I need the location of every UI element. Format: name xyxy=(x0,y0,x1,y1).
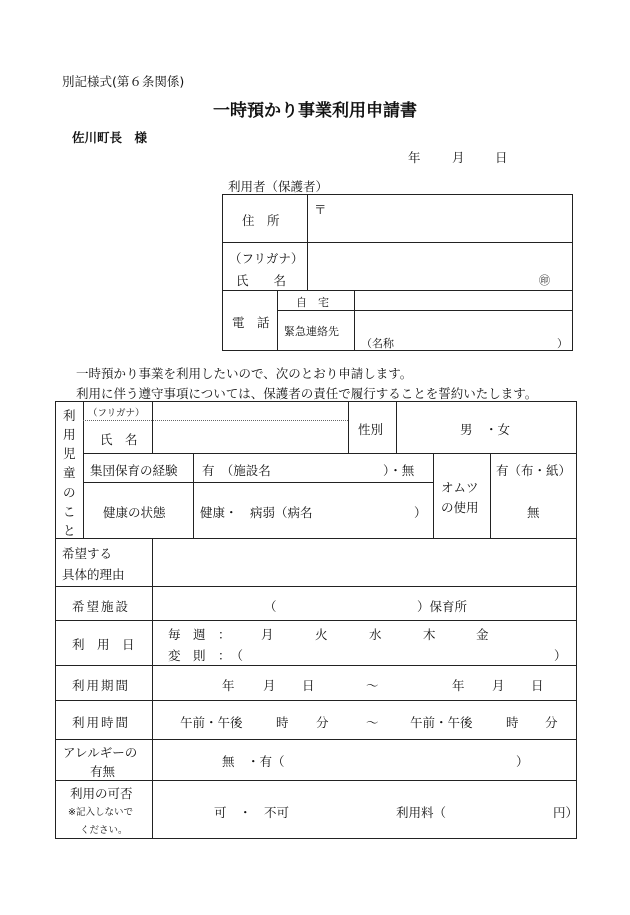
health-close: ） xyxy=(414,505,427,520)
date-month: 月 xyxy=(452,150,465,165)
irregular-label: 変 則 ： （ xyxy=(168,648,244,663)
emergency-name-label: （名称 xyxy=(361,337,394,350)
group-care-no[interactable]: ）・無 xyxy=(383,463,415,478)
facility-open-paren: （ xyxy=(264,599,277,614)
statement-line-1: 一時預かり事業を利用したいので、次のとおり申請します。 xyxy=(76,366,413,381)
period-tilde: ～ xyxy=(366,678,379,693)
approval-options: 可 ・ 不可 xyxy=(214,805,290,820)
time-to-min: 分 xyxy=(545,715,558,730)
fee-label: 利用料（ xyxy=(396,805,447,820)
home-phone-field[interactable] xyxy=(356,292,571,309)
gender-options[interactable]: 男 ・女 xyxy=(460,422,511,437)
irregular-close: ） xyxy=(554,648,567,663)
day-tue[interactable]: 火 xyxy=(315,627,328,642)
usage-days-label: 利 用 日 xyxy=(72,637,135,652)
gender-label: 性別 xyxy=(358,422,384,437)
approval-note-1: ※記入しないで xyxy=(68,807,133,818)
time-to-ampm[interactable]: 午前・午後 xyxy=(410,715,473,730)
addressee: 佐川町長 様 xyxy=(72,130,148,145)
home-phone-label: 自 宅 xyxy=(296,296,329,309)
child-name-field[interactable] xyxy=(154,422,346,451)
health-label: 健康の状態 xyxy=(103,505,166,520)
time-tilde: ～ xyxy=(366,715,379,730)
applicant-furigana-label: （フリガナ） xyxy=(229,251,304,266)
health-sick[interactable]: 病弱（病名 xyxy=(250,505,313,520)
emergency-contact-field[interactable] xyxy=(356,312,571,349)
time-to-hour: 時 xyxy=(506,715,519,730)
period-from-month: 月 xyxy=(263,678,276,693)
day-wed[interactable]: 水 xyxy=(369,627,382,642)
weekly-label: 毎 週 ： xyxy=(168,627,231,642)
diaper-yes[interactable]: 有（布・紙） xyxy=(496,463,572,478)
period-from-year: 年 xyxy=(222,678,235,693)
approval-note-2: ください。 xyxy=(80,825,128,836)
diaper-label-1: オムツ xyxy=(441,480,479,495)
facility-field[interactable] xyxy=(280,590,415,616)
allergy-label-2: 有無 xyxy=(90,764,116,779)
allergy-close: ） xyxy=(516,754,529,769)
emergency-name-close: ） xyxy=(557,337,568,350)
seal-mark: ㊞ xyxy=(539,274,550,287)
facility-suffix: ）保育所 xyxy=(417,599,468,614)
date-day: 日 xyxy=(495,150,508,165)
fee-suffix: 円） xyxy=(553,805,579,820)
facility-label: 希望施設 xyxy=(72,599,131,614)
diaper-no[interactable]: 無 xyxy=(527,505,540,520)
child-furigana-field[interactable] xyxy=(154,403,346,419)
group-care-yes[interactable]: 有 （施設名 xyxy=(202,463,271,478)
period-to-day: 日 xyxy=(531,678,544,693)
page-title: 一時預かり事業利用申請書 xyxy=(213,101,417,121)
emergency-contact-label: 緊急連絡先 xyxy=(284,325,339,338)
postal-mark: 〒 xyxy=(314,202,327,217)
child-name-label: 氏 名 xyxy=(100,432,138,447)
statement-line-2: 利用に伴う遵守事項については、保護者の責任で履行することを誓約いたします。 xyxy=(76,386,538,401)
applicant-section-label: 利用者（保護者） xyxy=(228,179,329,194)
day-thu[interactable]: 木 xyxy=(423,627,436,642)
day-fri[interactable]: 金 xyxy=(476,627,489,642)
phone-label: 電 話 xyxy=(232,315,270,330)
day-mon[interactable]: 月 xyxy=(261,627,274,642)
child-furigana-label: （フリガナ） xyxy=(88,408,145,419)
applicant-name-label: 氏 名 xyxy=(236,273,287,288)
allergy-options[interactable]: 無 ・有（ xyxy=(222,754,285,769)
time-from-ampm[interactable]: 午前・午後 xyxy=(180,715,243,730)
period-to-year: 年 xyxy=(452,678,465,693)
approval-label: 利用の可否 xyxy=(70,786,133,801)
form-number: 別記様式(第６条関係) xyxy=(62,74,185,89)
allergy-field[interactable] xyxy=(290,745,512,775)
group-care-label: 集団保育の経験 xyxy=(90,463,178,478)
time-from-hour: 時 xyxy=(276,715,289,730)
allergy-label-1: アレルギーの xyxy=(63,745,138,760)
period-to-month: 月 xyxy=(492,678,505,693)
usage-time-label: 利用時間 xyxy=(72,715,131,730)
health-good[interactable]: 健康・ xyxy=(200,505,238,520)
usage-period-label: 利用期間 xyxy=(72,678,131,693)
address-field[interactable] xyxy=(309,196,571,240)
time-from-min: 分 xyxy=(316,715,329,730)
date-year: 年 xyxy=(408,150,421,165)
applicant-name-field[interactable] xyxy=(309,244,571,288)
address-label: 住 所 xyxy=(242,213,280,228)
diaper-label-2: の使用 xyxy=(441,500,479,515)
reason-label-2: 具体的理由 xyxy=(62,567,125,582)
reason-label-1: 希望する xyxy=(62,546,113,561)
period-from-day: 日 xyxy=(302,678,315,693)
irregular-field[interactable] xyxy=(270,644,550,662)
reason-field[interactable] xyxy=(154,540,575,584)
